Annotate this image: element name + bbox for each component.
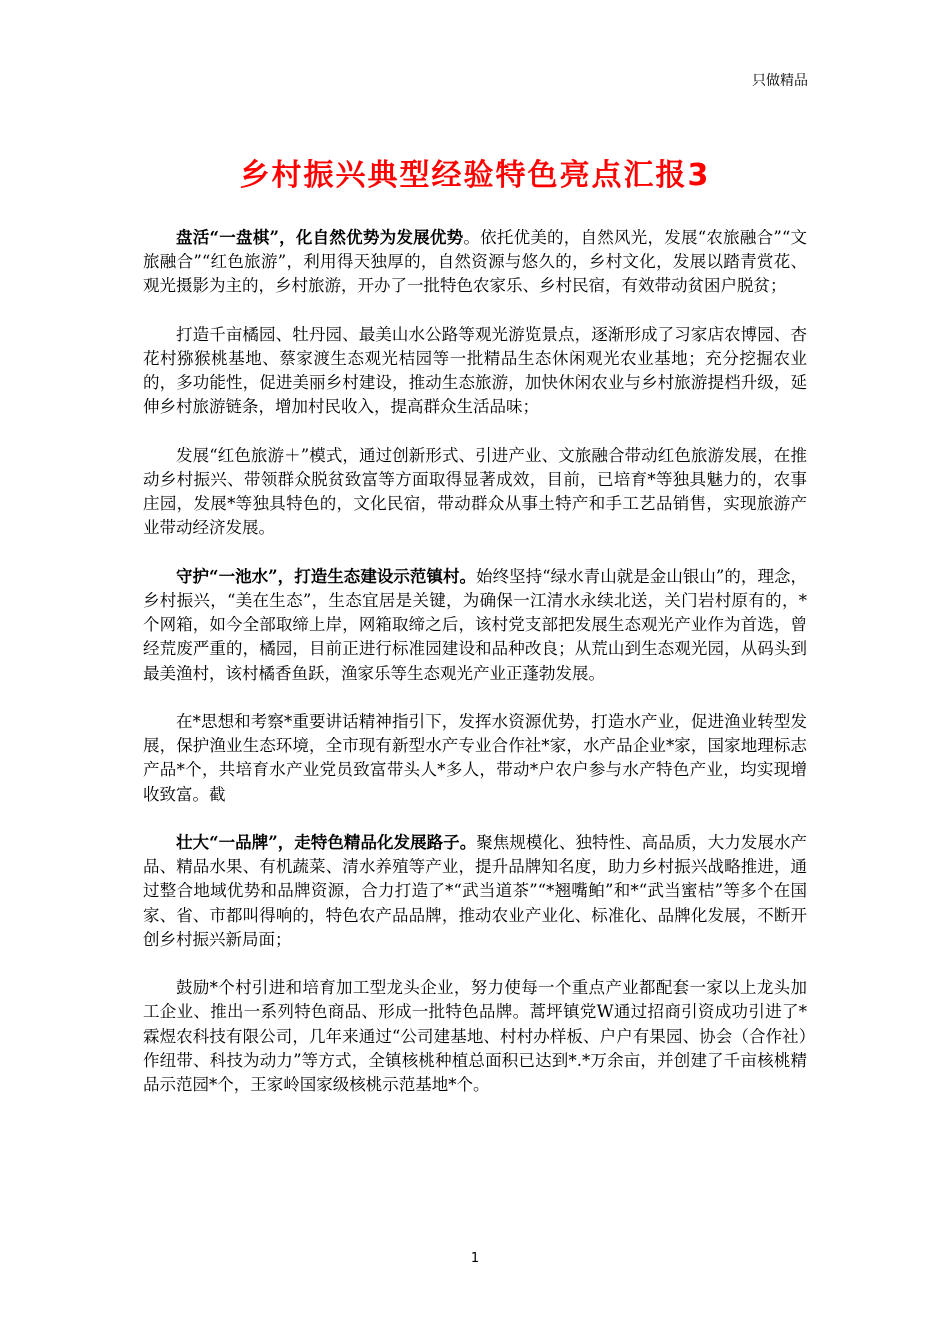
paragraph [143, 323, 807, 420]
paragraph-lead: 壮大“一品牌”，走特色精品化发展路子。 [176, 833, 477, 852]
paragraph [143, 565, 807, 686]
paragraph-text: 。依托优美的，自然风光，发展“农旅融合”“文旅融合”“红色旅游”，利用得天独厚的，自然资源与悠久的，乡村文化，发展以踏青赏花、观光摄影为主的，乡村旅游，开办了一批特色农家乐、乡村民宿，有效带动贫困户脱贫； [143, 228, 807, 296]
paragraph-text: 聚焦规模化、独特性、高品质，大力发展水产品、精品水果、有机蔬菜、清水养殖等产业，提升品牌知名度，助力乡村振兴战略推进，通过整合地域优势和品牌资源，合力打造了*“武当道茶”“*翘嘴鲌”和*“武当蜜桔”等多个在国家、省、市都叫得响的，特色农产品品牌，推动农业产业化、标准化、品牌化发展，不断开创乡村振兴新局面； [143, 833, 808, 949]
paragraph-text: 打造千亩橘园、牡丹园、最美山水公路等观光游览景点，逐渐形成了习家店农博园、杏花村猕猴桃基地、蔡家渡生态观光桔园等一批精品生态休闲观光农业基地；充分挖掘农业的，多功能性，促进美丽乡村建设，推动生态旅游，加快休闲农业与乡村旅游提档升级，延伸乡村旅游链条，增加村民收入，提高群众生活品味； [143, 324, 807, 417]
header-note: 只做精品 [752, 73, 808, 89]
document-body [143, 226, 807, 1121]
paragraph-text: 在*思想和考察*重要讲话精神指引下，发挥水资源优势，打造水产业，促进渔业转型发展，保护渔业生态环境，全市现有新型水产专业合作社*家，水产品企业*家，国家地理标志产品*个，共培育水产业党员致富带头人*多人，带动*户农户参与水产特色产业，均实现增收致富。截 [143, 712, 807, 804]
paragraph [143, 831, 807, 952]
paragraph-lead: 守护“一池水”，打造生态建设示范镇村。 [176, 566, 477, 586]
paragraph-text: 鼓励*个村引进和培育加工型龙头企业，努力使每一个重点产业都配套一家以上龙头加工企业、推出一系列特色商品、形成一批特色品牌。蒿坪镇党W通过招商引资成功引进了*霖煜农科技有限公司，几年来通过“公司建基地、村村办样板、户户有果园、协会（合作社）作纽带、科技为动力”等方式，全镇核桃种植总面积已达到*.*万余亩，并创建了千亩核桃精品示范园*个，王家岭国家级核桃示范基地*个。 [143, 978, 807, 1095]
paragraph [143, 444, 807, 541]
page-number: 1 [470, 1251, 480, 1266]
paragraph-text: 始终坚持“绿水青山就是金山银山”的，理念，乡村振兴，“美在生态”，生态宜居是关键，为确保一江清水永续北送，关门岩村原有的，*个网箱，如今全部取缔上岸，网箱取缔之后，该村党支部把发展生态观光产业作为首选，曾经荒废严重的，橘园，目前正进行标准园建设和品种改良；从荒山到生态观光园，从码头到最美渔村，该村橘香鱼跃，渔家乐等生态观光产业正蓬勃发展。 [143, 566, 808, 683]
paragraph-text: 发展“红色旅游＋”模式，通过创新形式、引进产业、文旅融合带动红色旅游发展，在推动乡村振兴、带领群众脱贫致富等方面取得显著成效，目前，已培育*等独具魅力的，农事庄园，发展*等独具特色的，文化民宿，带动群众从事土特产和手工艺品销售，实现旅游产业带动经济发展。 [143, 445, 807, 538]
paragraph [143, 226, 807, 299]
paragraph [143, 976, 807, 1097]
document-title: 乡村振兴典型经验特色亮点汇报3 [239, 158, 711, 193]
paragraph-lead: 盘活“一盘棋”，化自然优势为发展优势 [176, 228, 464, 247]
paragraph [143, 710, 807, 807]
